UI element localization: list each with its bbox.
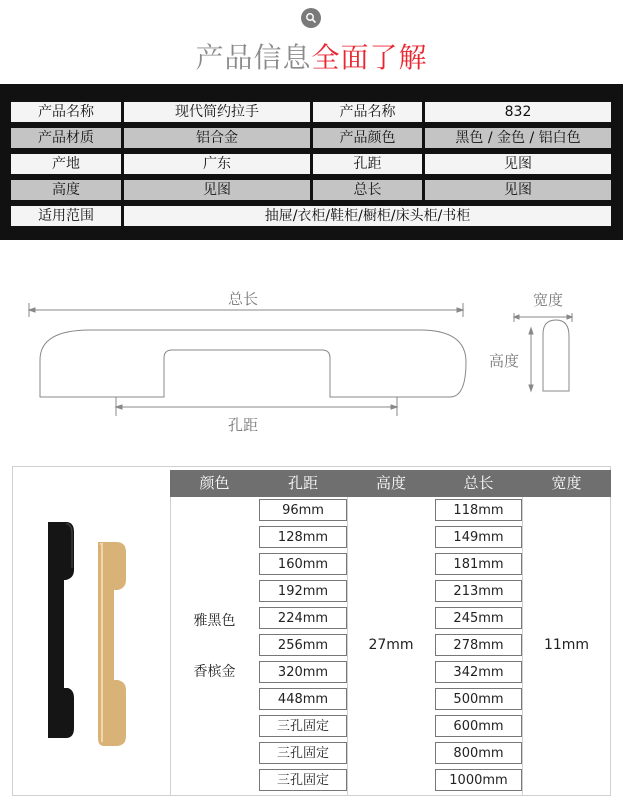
spec-label: 产品名称 bbox=[313, 102, 422, 122]
hole-distance-cell: 256mm bbox=[259, 634, 347, 656]
spec-label: 产品颜色 bbox=[313, 128, 422, 148]
header-width: 宽度 bbox=[522, 470, 611, 497]
total-length-cell: 342mm bbox=[435, 661, 522, 683]
total-length-cell: 118mm bbox=[435, 499, 522, 521]
total-length-label: 总长 bbox=[228, 290, 259, 308]
header-color: 颜色 bbox=[170, 470, 259, 497]
total-length-cell: 278mm bbox=[435, 634, 522, 656]
page-title-red: 全面了解 bbox=[311, 41, 428, 74]
spec-label: 产品材质 bbox=[11, 128, 121, 148]
hole-distance-cell: 160mm bbox=[259, 553, 347, 575]
hole-distance-cell: 192mm bbox=[259, 580, 347, 602]
hole-distance-cell: 448mm bbox=[259, 688, 347, 710]
spec-label: 高度 bbox=[11, 180, 121, 200]
spec-label: 适用范围 bbox=[11, 206, 121, 226]
column-divider bbox=[170, 497, 171, 796]
hole-distance-cell: 224mm bbox=[259, 607, 347, 629]
height-value: 27mm bbox=[368, 637, 414, 653]
spec-label: 产品名称 bbox=[11, 102, 121, 122]
total-length-cell: 800mm bbox=[435, 742, 522, 764]
page-title bbox=[0, 36, 623, 76]
hole-distance-cell: 96mm bbox=[259, 499, 347, 521]
color-name: 香槟金 bbox=[193, 664, 236, 680]
spec-value: 广东 bbox=[124, 154, 310, 174]
header-hole-distance: 孔距 bbox=[259, 470, 347, 497]
total-length-cell: 500mm bbox=[435, 688, 522, 710]
total-length-cell: 181mm bbox=[435, 553, 522, 575]
height-label: 高度 bbox=[489, 352, 520, 370]
spec-table bbox=[0, 84, 623, 240]
total-length-cell: 1000mm bbox=[435, 769, 522, 791]
hole-distance-cell: 320mm bbox=[259, 661, 347, 683]
spec-label: 孔距 bbox=[313, 154, 422, 174]
spec-value: 见图 bbox=[425, 154, 611, 174]
total-length-cell: 149mm bbox=[435, 526, 522, 548]
dimension-diagram bbox=[0, 270, 623, 440]
spec-value: 832 bbox=[425, 102, 611, 122]
spec-value: 黑色 / 金色 / 铝白色 bbox=[425, 128, 611, 148]
spec-value: 铝合金 bbox=[124, 128, 310, 148]
header-height: 高度 bbox=[347, 470, 435, 497]
hole-distance-label: 孔距 bbox=[228, 416, 259, 434]
width-value: 11mm bbox=[543, 637, 590, 653]
hole-distance-cell: 128mm bbox=[259, 526, 347, 548]
handle-outline-drawing bbox=[0, 270, 623, 440]
zoom-icon bbox=[301, 8, 321, 28]
spec-row bbox=[11, 102, 612, 122]
spec-label: 产地 bbox=[11, 154, 121, 174]
hole-distance-cell: 三孔固定 bbox=[259, 742, 347, 764]
hole-distance-cell: 三孔固定 bbox=[259, 769, 347, 791]
header-total-length: 总长 bbox=[435, 470, 522, 497]
hole-distance-cell: 三孔固定 bbox=[259, 715, 347, 737]
spec-label: 总长 bbox=[313, 180, 422, 200]
spec-value: 现代简约拉手 bbox=[124, 102, 310, 122]
color-name: 雅黑色 bbox=[193, 613, 236, 629]
spec-value: 抽屉/衣柜/鞋柜/橱柜/床头柜/书柜 bbox=[124, 206, 611, 226]
total-length-cell: 245mm bbox=[435, 607, 522, 629]
spec-value: 见图 bbox=[425, 180, 611, 200]
spec-row bbox=[11, 128, 612, 148]
width-label: 宽度 bbox=[533, 291, 564, 309]
spec-row bbox=[11, 180, 612, 200]
spec-row bbox=[11, 154, 612, 174]
spec-value: 见图 bbox=[124, 180, 310, 200]
total-length-cell: 213mm bbox=[435, 580, 522, 602]
spec-row bbox=[11, 206, 612, 226]
handle-product-image bbox=[30, 510, 180, 770]
page-title-gray: 产品信息 bbox=[195, 41, 312, 74]
total-length-cell: 600mm bbox=[435, 715, 522, 737]
